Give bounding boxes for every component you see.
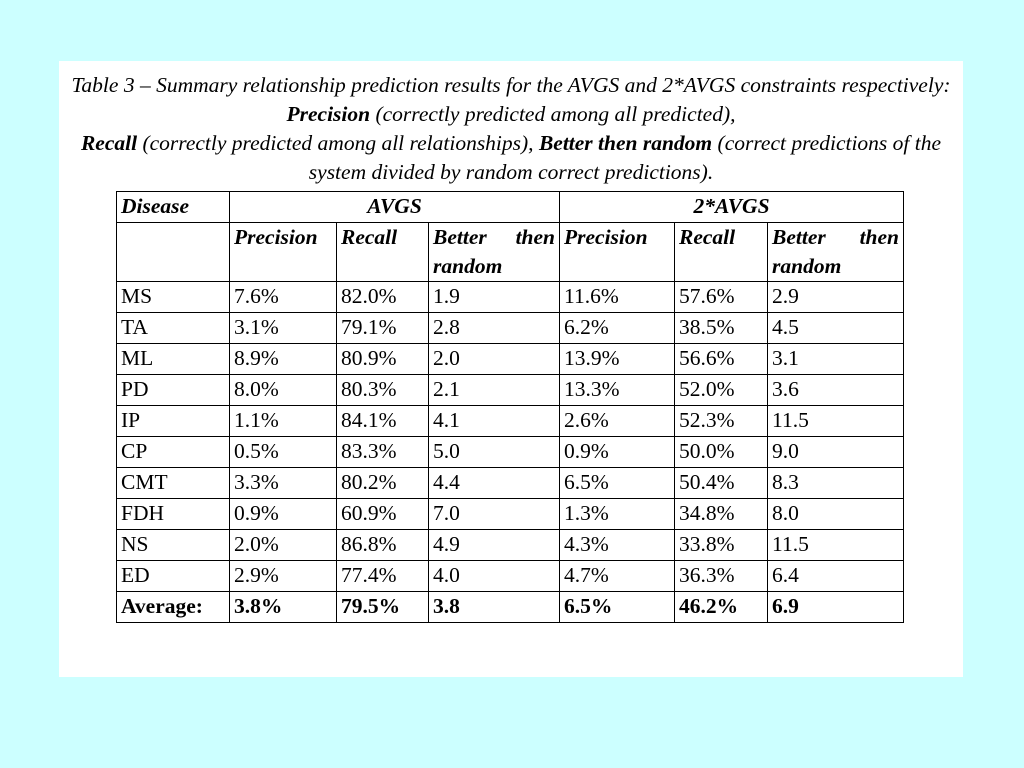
avgs-header: AVGS: [230, 192, 560, 223]
table-row: [117, 375, 904, 406]
value-cell: 86.8%: [337, 530, 429, 561]
value-cell: 83.3%: [337, 437, 429, 468]
value-cell: 82.0%: [337, 282, 429, 313]
value-cell: 13.3%: [560, 375, 675, 406]
table-row: [117, 468, 904, 499]
subheader-cell: Better then random: [429, 223, 560, 282]
subheader-cell: Recall: [337, 223, 429, 282]
value-cell: 4.5: [768, 313, 904, 344]
value-cell: 4.1: [429, 406, 560, 437]
table-row: [117, 530, 904, 561]
subheader-cell: Better then random: [768, 223, 904, 282]
disease-cell: CMT: [117, 468, 230, 499]
value-cell: 84.1%: [337, 406, 429, 437]
average-cell: 79.5%: [337, 592, 429, 623]
data-rows: [117, 282, 904, 592]
value-cell: 79.1%: [337, 313, 429, 344]
average-row: [117, 592, 904, 623]
table-caption: [59, 71, 963, 187]
value-cell: 6.5%: [560, 468, 675, 499]
header-row: [117, 192, 904, 223]
value-cell: 0.5%: [230, 437, 337, 468]
disease-cell: IP: [117, 406, 230, 437]
value-cell: 77.4%: [337, 561, 429, 592]
value-cell: 7.6%: [230, 282, 337, 313]
disease-cell: FDH: [117, 499, 230, 530]
value-cell: 57.6%: [675, 282, 768, 313]
subheader-row: [117, 223, 904, 282]
average-cell: 3.8: [429, 592, 560, 623]
caption-term-recall: Recall: [80, 131, 138, 155]
table-row: [117, 406, 904, 437]
table-row: [117, 282, 904, 313]
value-cell: 0.9%: [560, 437, 675, 468]
caption-precision-def: (correctly predicted among all predicted),: [370, 102, 736, 126]
value-cell: 50.0%: [675, 437, 768, 468]
table-row: [117, 313, 904, 344]
value-cell: 8.9%: [230, 344, 337, 375]
value-cell: 4.7%: [560, 561, 675, 592]
value-cell: 9.0: [768, 437, 904, 468]
table-row: [117, 437, 904, 468]
value-cell: 6.2%: [560, 313, 675, 344]
value-cell: 3.3%: [230, 468, 337, 499]
disease-cell: CP: [117, 437, 230, 468]
value-cell: 5.0: [429, 437, 560, 468]
table-row: [117, 344, 904, 375]
value-cell: 52.3%: [675, 406, 768, 437]
value-cell: 0.9%: [230, 499, 337, 530]
value-cell: 2.1: [429, 375, 560, 406]
value-cell: 4.3%: [560, 530, 675, 561]
table-row: [117, 499, 904, 530]
subheader-empty: [117, 223, 230, 282]
value-cell: 60.9%: [337, 499, 429, 530]
value-cell: 11.5: [768, 406, 904, 437]
disease-cell: ED: [117, 561, 230, 592]
value-cell: 4.0: [429, 561, 560, 592]
average-cell: 6.5%: [560, 592, 675, 623]
value-cell: 8.0: [768, 499, 904, 530]
table-row: [117, 561, 904, 592]
value-cell: 2.8: [429, 313, 560, 344]
value-cell: 50.4%: [675, 468, 768, 499]
2avgs-header: 2*AVGS: [560, 192, 904, 223]
slide-panel: [59, 61, 963, 677]
value-cell: 6.4: [768, 561, 904, 592]
disease-cell: ML: [117, 344, 230, 375]
subheader-cell: Precision: [560, 223, 675, 282]
value-cell: 52.0%: [675, 375, 768, 406]
value-cell: 80.3%: [337, 375, 429, 406]
value-cell: 80.9%: [337, 344, 429, 375]
caption-intro: Table 3 – Summary relationship prediction results for the AVGS and 2*AVGS constraints respectively:: [71, 73, 951, 97]
value-cell: 2.9%: [230, 561, 337, 592]
value-cell: 1.9: [429, 282, 560, 313]
value-cell: 80.2%: [337, 468, 429, 499]
average-cell: 46.2%: [675, 592, 768, 623]
disease-cell: NS: [117, 530, 230, 561]
value-cell: 3.1: [768, 344, 904, 375]
value-cell: 8.0%: [230, 375, 337, 406]
value-cell: 2.6%: [560, 406, 675, 437]
subheader-cell: Precision: [230, 223, 337, 282]
disease-cell: TA: [117, 313, 230, 344]
disease-cell: PD: [117, 375, 230, 406]
caption-term-better: Better then random: [538, 131, 713, 155]
value-cell: 3.6: [768, 375, 904, 406]
value-cell: 4.4: [429, 468, 560, 499]
value-cell: 56.6%: [675, 344, 768, 375]
average-cell: 6.9: [768, 592, 904, 623]
value-cell: 2.0: [429, 344, 560, 375]
caption-term-precision: Precision: [286, 102, 371, 126]
value-cell: 13.9%: [560, 344, 675, 375]
value-cell: 1.1%: [230, 406, 337, 437]
average-cell: 3.8%: [230, 592, 337, 623]
value-cell: 8.3: [768, 468, 904, 499]
value-cell: 33.8%: [675, 530, 768, 561]
value-cell: 2.0%: [230, 530, 337, 561]
value-cell: 34.8%: [675, 499, 768, 530]
value-cell: 11.5: [768, 530, 904, 561]
value-cell: 2.9: [768, 282, 904, 313]
subheader-cell: Recall: [675, 223, 768, 282]
value-cell: 38.5%: [675, 313, 768, 344]
disease-header: Disease: [117, 192, 230, 223]
value-cell: 3.1%: [230, 313, 337, 344]
caption-better-def: (correct predictions of the system divided by random correct predictions).: [308, 131, 942, 184]
caption-recall-def: (correctly predicted among all relationships),: [137, 131, 539, 155]
value-cell: 36.3%: [675, 561, 768, 592]
value-cell: 7.0: [429, 499, 560, 530]
results-table: [116, 191, 904, 623]
value-cell: 4.9: [429, 530, 560, 561]
disease-cell: MS: [117, 282, 230, 313]
value-cell: 1.3%: [560, 499, 675, 530]
average-label: Average:: [117, 592, 230, 623]
value-cell: 11.6%: [560, 282, 675, 313]
